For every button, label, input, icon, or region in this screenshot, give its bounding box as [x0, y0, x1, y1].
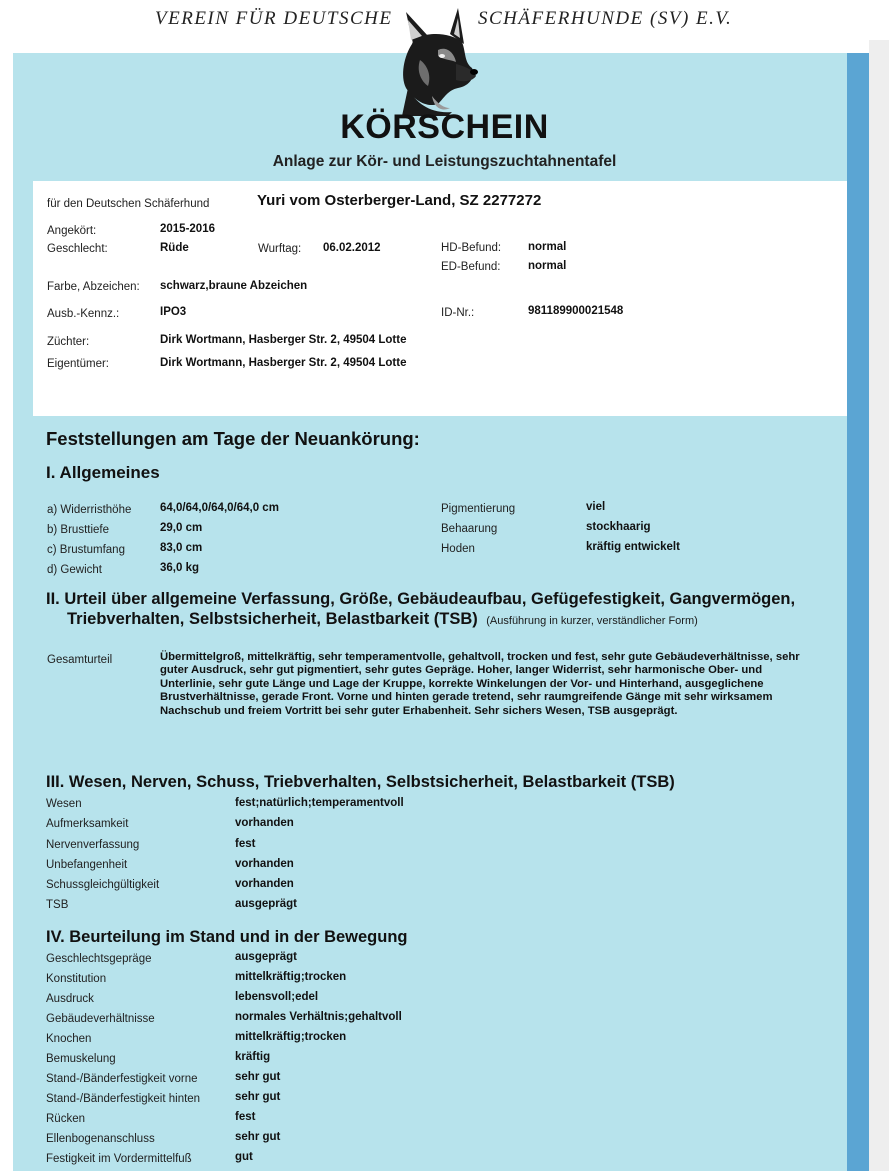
section-3-title: III. Wesen, Nerven, Schuss, Triebverhalten, Selbstsicherheit, Belastbarkeit (TSB): [46, 773, 675, 791]
farbe-value: schwarz,braune Abzeichen: [160, 280, 308, 292]
stand-row-value: sehr gut: [235, 1091, 281, 1103]
findings-heading: Feststellungen am Tage der Neuankörung:: [46, 428, 420, 449]
section-4-title: IV. Beurteilung im Stand und in der Bewegung: [46, 928, 408, 946]
trait-label: Behaarung: [441, 523, 498, 535]
stand-row-label: Knochen: [46, 1033, 92, 1045]
section-2-title-text: Triebverhalten, Selbstsicherheit, Belastbarkeit (TSB): [67, 610, 478, 628]
dog-info-box: [33, 181, 847, 416]
document-subtitle: Anlage zur Kör- und Leistungszuchtahnentafel: [272, 153, 617, 170]
stand-row-value: kräftig: [235, 1051, 271, 1063]
wurftag-label: Wurftag:: [258, 243, 302, 255]
gesamturteil-label: Gesamturteil: [47, 654, 113, 666]
document-title: KÖRSCHEIN: [340, 108, 549, 146]
wesen-row-value: fest: [235, 838, 256, 850]
stand-row-value: normales Verhältnis;gehaltvoll: [235, 1011, 402, 1023]
stand-row-label: Stand-/Bänderfestigkeit vorne: [46, 1073, 198, 1085]
page-edge: [869, 40, 889, 1171]
trait-value: kräftig entwickelt: [586, 541, 680, 553]
stand-row-label: Konstitution: [46, 973, 107, 985]
eigentuemer-value: Dirk Wortmann, Hasberger Str. 2, 49504 Lotte: [160, 357, 407, 369]
stand-row-label: Festigkeit im Vordermittelfuß: [46, 1153, 192, 1165]
id-label: ID-Nr.:: [441, 307, 475, 319]
section-2-title-line1: II. Urteil über allgemeine Verfassung, Größe, Gebäudeaufbau, Gefügefestigkeit, Gangvermögen,: [46, 590, 796, 608]
for-label: für den Deutschen Schäferhund: [47, 198, 210, 210]
wesen-row-label: Aufmerksamkeit: [46, 818, 129, 830]
hd-label: HD-Befund:: [441, 242, 502, 254]
stand-row-label: Ellenbogenanschluss: [46, 1133, 155, 1145]
angekoert-value: 2015-2016: [160, 223, 215, 235]
eigentuemer-label: Eigentümer:: [47, 358, 110, 370]
wesen-row-value: fest;natürlich;temperamentvoll: [235, 797, 404, 809]
trait-value: stockhaarig: [586, 521, 651, 533]
measure-label: b) Brusttiefe: [47, 524, 109, 536]
wesen-row-value: vorhanden: [235, 878, 294, 890]
angekoert-label: Angekört:: [47, 225, 97, 237]
wurftag-value: 06.02.2012: [323, 242, 381, 254]
zuechter-value: Dirk Wortmann, Hasberger Str. 2, 49504 Lotte: [160, 334, 407, 346]
stand-row-label: Gebäudeverhältnisse: [46, 1013, 155, 1025]
wesen-row-label: TSB: [46, 899, 69, 911]
stand-row-label: Geschlechtsgepräge: [46, 953, 152, 965]
ed-label: ED-Befund:: [441, 261, 501, 273]
stand-row-value: ausgeprägt: [235, 951, 297, 963]
hd-value: normal: [528, 241, 567, 253]
wesen-row-label: Nervenverfassung: [46, 839, 140, 851]
wesen-row-label: Unbefangenheit: [46, 859, 128, 871]
id-value: 981189900021548: [528, 305, 624, 317]
ed-value: normal: [528, 260, 567, 272]
stand-row-value: lebensvoll;edel: [235, 991, 319, 1003]
measure-label: c) Brustumfang: [47, 544, 125, 556]
trait-label: Hoden: [441, 543, 475, 555]
farbe-label: Farbe, Abzeichen:: [47, 281, 140, 293]
stand-row-label: Ausdruck: [46, 993, 94, 1005]
dog-name: Yuri vom Osterberger-Land, SZ 2277272: [257, 192, 542, 209]
measure-label: a) Widerristhöhe: [47, 504, 132, 516]
measure-label: d) Gewicht: [47, 564, 102, 576]
wesen-row-label: Schussgleichgültigkeit: [46, 879, 160, 891]
wesen-row-value: vorhanden: [235, 817, 294, 829]
zuechter-label: Züchter:: [47, 336, 90, 348]
geschlecht-label: Geschlecht:: [47, 243, 108, 255]
stand-row-value: gut: [235, 1151, 253, 1163]
wesen-row-value: ausgeprägt: [235, 898, 297, 910]
section-1-title: I. Allgemeines: [46, 463, 160, 482]
org-name-right: SCHÄFERHUNDE (SV) E.V.: [478, 8, 733, 29]
trait-value: viel: [586, 501, 606, 513]
wesen-row-label: Wesen: [46, 798, 82, 810]
section-2-title-note: (Ausführung in kurzer, verständlicher Form): [486, 615, 698, 627]
wesen-row-value: vorhanden: [235, 858, 294, 870]
stand-row-value: mittelkräftig;trocken: [235, 971, 347, 983]
measure-value: 36,0 kg: [160, 562, 199, 574]
section-2-title-line2: [67, 610, 698, 629]
stand-row-label: Bemuskelung: [46, 1053, 116, 1065]
gesamturteil-text: Übermittelgroß, mittelkräftig, sehr temperamentvolle, gehaltvoll, trocken und fest, sehr gute Gebäudeverhältnisse, sehr guter Ausdruck, sehr gut pigmentiert, sehr gutes Gepräge. Hoher, langer Widerrist, sehr harmonische Ober- und Unterlinie, sehr gute Länge und Lage der Kruppe, korrekte Winkelungen der Vor- und Hinterhand, ausgeglichene Brustverhältnisse, gerade Front. Vorne und hinten gerade tretend, sehr raumgreifende Gänge mit sehr wirksamem Nachschub und freiem Vortritt bei sehr guter Erhabenheit. Sehr sichers Wesen, TSB ausgeprägt.: [160, 651, 800, 717]
stand-row-value: fest: [235, 1111, 256, 1123]
ausb-label: Ausb.-Kennz.:: [47, 308, 120, 320]
trait-label: Pigmentierung: [441, 503, 516, 515]
ausb-value: IPO3: [160, 306, 187, 318]
shepherd-dog-logo: [392, 4, 484, 116]
geschlecht-value: Rüde: [160, 242, 189, 254]
stand-row-value: mittelkräftig;trocken: [235, 1031, 347, 1043]
stand-row-value: sehr gut: [235, 1071, 281, 1083]
stand-row-label: Stand-/Bänderfestigkeit hinten: [46, 1093, 201, 1105]
blue-side-strip: [847, 53, 869, 1171]
stand-row-value: sehr gut: [235, 1131, 281, 1143]
org-name-left: VEREIN FÜR DEUTSCHE: [155, 8, 393, 29]
measure-value: 83,0 cm: [160, 542, 203, 554]
measure-value: 29,0 cm: [160, 522, 203, 534]
measure-value: 64,0/64,0/64,0/64,0 cm: [160, 502, 279, 514]
stand-row-label: Rücken: [46, 1113, 85, 1125]
